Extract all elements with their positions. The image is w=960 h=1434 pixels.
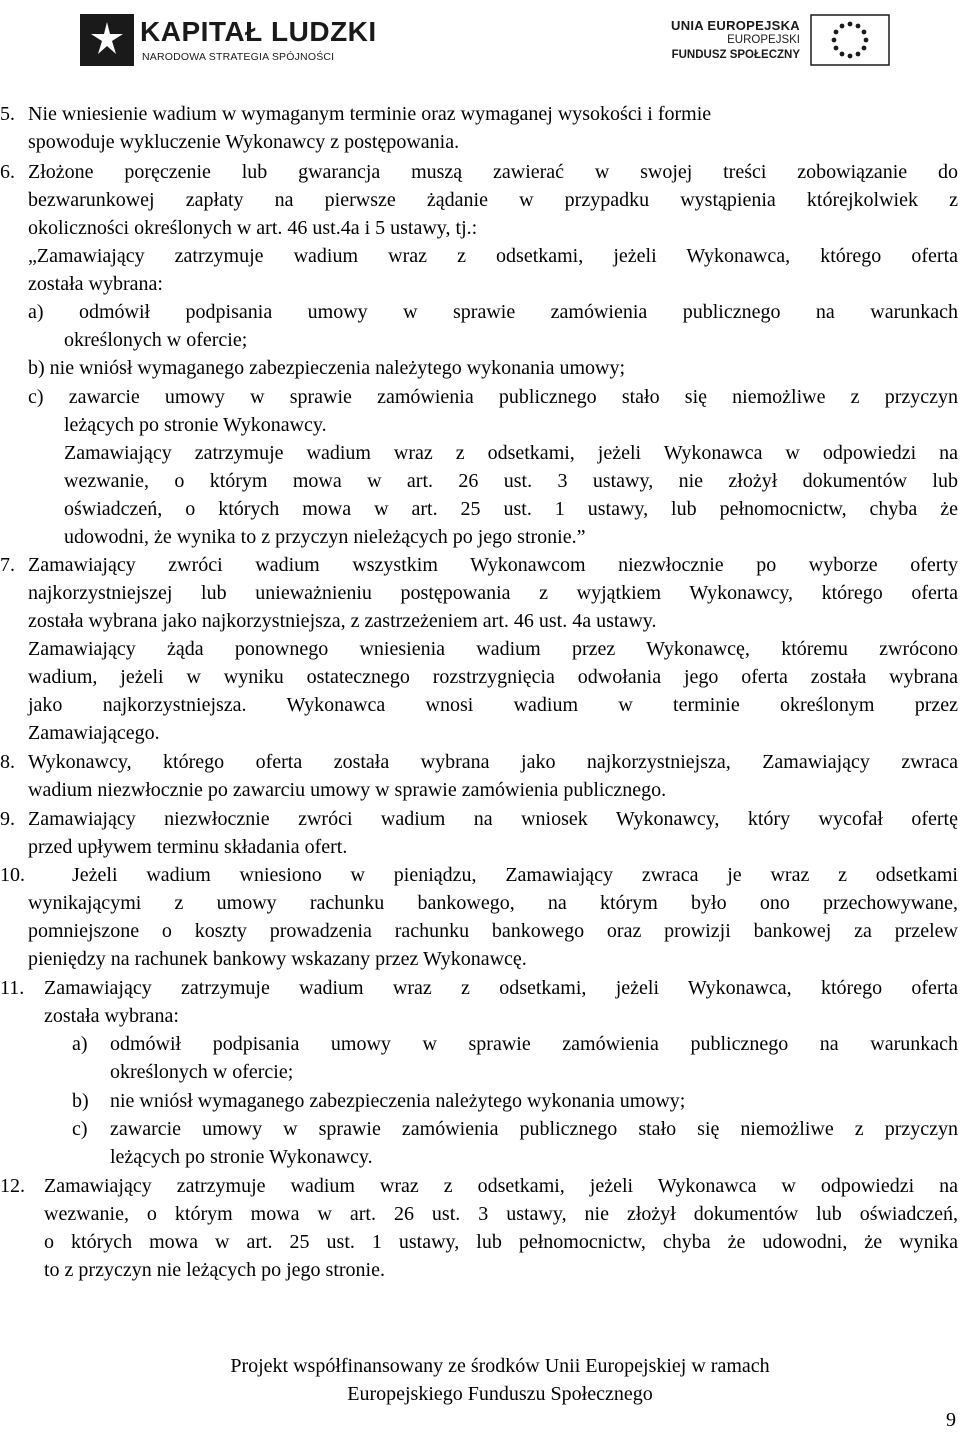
- eu-logo: [640, 14, 940, 70]
- page-footer: [0, 1352, 960, 1408]
- item-12-line: o których mowa w art. 25 ust. 1 ustawy, lub pełnomocnictw, chyba że udowodni, że wynika: [44, 1231, 958, 1253]
- item-10-line: pomniejszone o koszty prowadzenia rachunku bankowego oraz prowizji bankowej za przelew: [28, 920, 958, 942]
- item-11-line: została wybrana:: [44, 1005, 179, 1027]
- item-11-number: 11.: [0, 977, 25, 999]
- quote-intro-line: została wybrana:: [28, 273, 163, 295]
- item-10-line: wynikającymi z umowy rachunku bankowego, na którym było ono przechowywane,: [28, 892, 958, 914]
- item-12-number: 12.: [0, 1175, 25, 1197]
- eu-logo-text: [640, 18, 800, 63]
- item-7-para-line: Zamawiający żąda ponownego wniesienia wadium przez Wykonawcę, któremu zwrócono: [28, 638, 958, 660]
- item-9-number: 9.: [0, 808, 15, 830]
- item-11-c-line: leżących po stronie Wykonawcy.: [110, 1146, 373, 1168]
- item-11-a-line: określonych w ofercie;: [110, 1061, 294, 1083]
- item-10-line: Jeżeli wadium wniesiono w pieniądzu, Zamawiający zwraca je wraz z odsetkami: [72, 864, 958, 886]
- kapital-ludzki-subtitle: NARODOWA STRATEGIA SPÓJNOŚCI: [142, 51, 335, 63]
- item-11-a-line: odmówił podpisania umowy w sprawie zamówienia publicznego na warunkach: [110, 1033, 958, 1055]
- item-8-line: wadium niezwłocznie po zawarciu umowy w sprawie zamówienia publicznego.: [28, 779, 667, 801]
- footer-line1: Projekt współfinansowany ze środków Unii Europejskiej w ramach: [230, 1355, 770, 1377]
- item-11-a-label: a): [72, 1033, 88, 1055]
- page-header: [0, 0, 960, 80]
- eu-flag-icon: [810, 14, 890, 66]
- page-number: 9: [946, 1409, 956, 1431]
- item-12-line: wezwanie, o którym mowa w art. 26 ust. 3 ustawy, nie złożył dokumentów lub oświadczeń,: [44, 1203, 958, 1225]
- item-7-line: najkorzystniejszej lub unieważnieniu postępowania z wyjątkiem Wykonawcy, którego oferta: [28, 582, 958, 604]
- item-6-line: Złożone poręczenie lub gwarancja muszą zawierać w swojej treści zobowiązanie do: [28, 161, 958, 183]
- item-6-line: okoliczności określonych w art. 46 ust.4a i 5 ustawy, tj.:: [28, 217, 478, 239]
- item-5-line: Nie wniesienie wadium w wymaganym terminie oraz wymaganej wysokości i formie: [28, 103, 712, 125]
- item-12-line: Zamawiający zatrzymuje wadium wraz z odsetkami, jeżeli Wykonawca w odpowiedzi na: [44, 1175, 958, 1197]
- item-11-line: Zamawiający zatrzymuje wadium wraz z odsetkami, jeżeli Wykonawca, którego oferta: [44, 977, 958, 999]
- item-5-number: 5.: [0, 103, 15, 125]
- kapital-ludzki-logo: [80, 12, 377, 68]
- quote-item-c-line: leżących po stronie Wykonawcy.: [64, 414, 327, 436]
- item-7-para-line: jako najkorzystniejsza. Wykonawca wnosi wadium w terminie określonym przez: [28, 694, 958, 716]
- footer-line2: Europejskiego Funduszu Społecznego: [347, 1383, 653, 1405]
- quote-item-a-line: określonych w ofercie;: [64, 329, 248, 351]
- quote-item-c-line: c) zawarcie umowy w sprawie zamówienia publicznego stało się niemożliwe z przyczyn: [28, 386, 958, 408]
- item-11-b-line: nie wniósł wymaganego zabezpieczenia należytego wykonania umowy;: [110, 1090, 686, 1112]
- item-7-para-line: wadium, jeżeli w wyniku ostatecznego rozstrzygnięcia odwołania jego oferta została wybrana: [28, 666, 958, 688]
- quote-item-b-line: b) nie wniósł wymaganego zabezpieczenia należytego wykonania umowy;: [28, 357, 626, 379]
- eu-logo-line2: EUROPEJSKI: [727, 34, 800, 46]
- item-7-line: Zamawiający zwróci wadium wszystkim Wykonawcom niezwłocznie po wyborze oferty: [28, 554, 958, 576]
- quote-second-line: wezwanie, o którym mowa w art. 26 ust. 3 ustawy, nie złożył dokumentów lub: [64, 470, 958, 492]
- kapital-ludzki-title: KAPITAŁ LUDZKI: [140, 16, 377, 47]
- item-11-b-label: b): [72, 1090, 89, 1112]
- item-5-line: spowoduje wykluczenie Wykonawcy z postępowania.: [28, 131, 460, 153]
- quote-intro-line: „Zamawiający zatrzymuje wadium wraz z odsetkami, jeżeli Wykonawca, którego oferta: [28, 245, 958, 267]
- quote-second-line: udowodni, że wynika to z przyczyn nieleżących po jego stronie.”: [64, 526, 586, 548]
- item-10-number: 10.: [0, 864, 25, 886]
- item-7-line: została wybrana jako najkorzystniejsza, z zastrzeżeniem art. 46 ust. 4a ustawy.: [28, 610, 657, 632]
- item-12-line: to z przyczyn nie leżących po jego stronie.: [44, 1259, 385, 1281]
- quote-item-a-line: a) odmówił podpisania umowy w sprawie zamówienia publicznego na warunkach: [28, 301, 958, 323]
- eu-logo-line1: UNIA EUROPEJSKA: [671, 18, 800, 33]
- eu-logo-line3: FUNDUSZ SPOŁECZNY: [671, 49, 800, 61]
- kapital-ludzki-mark-icon: [80, 14, 134, 66]
- item-10-line: pieniędzy na rachunek bankowy wskazany przez Wykonawcę.: [28, 948, 527, 970]
- item-6-line: bezwarunkowej zapłaty na pierwsze żądanie w przypadku wystąpienia którejkolwiek z: [28, 189, 958, 211]
- item-8-line: Wykonawcy, którego oferta została wybrana jako najkorzystniejsza, Zamawiający zwraca: [28, 751, 958, 773]
- item-7-number: 7.: [0, 554, 15, 576]
- item-11-c-line: zawarcie umowy w sprawie zamówienia publicznego stało się niemożliwe z przyczyn: [110, 1118, 958, 1140]
- item-11-c-label: c): [72, 1118, 88, 1140]
- quote-second-line: Zamawiający zatrzymuje wadium wraz z odsetkami, jeżeli Wykonawca w odpowiedzi na: [64, 442, 958, 464]
- item-9-line: przed upływem terminu składania ofert.: [28, 836, 348, 858]
- item-8-number: 8.: [0, 751, 15, 773]
- quote-second-line: oświadczeń, o których mowa w art. 25 ust. 1 ustawy, lub pełnomocnictw, chyba że: [64, 498, 958, 520]
- item-9-line: Zamawiający niezwłocznie zwróci wadium na wniosek Wykonawcy, który wycofał ofertę: [28, 808, 958, 830]
- item-7-para-line: Zamawiającego.: [28, 722, 160, 744]
- item-6-number: 6.: [0, 161, 15, 183]
